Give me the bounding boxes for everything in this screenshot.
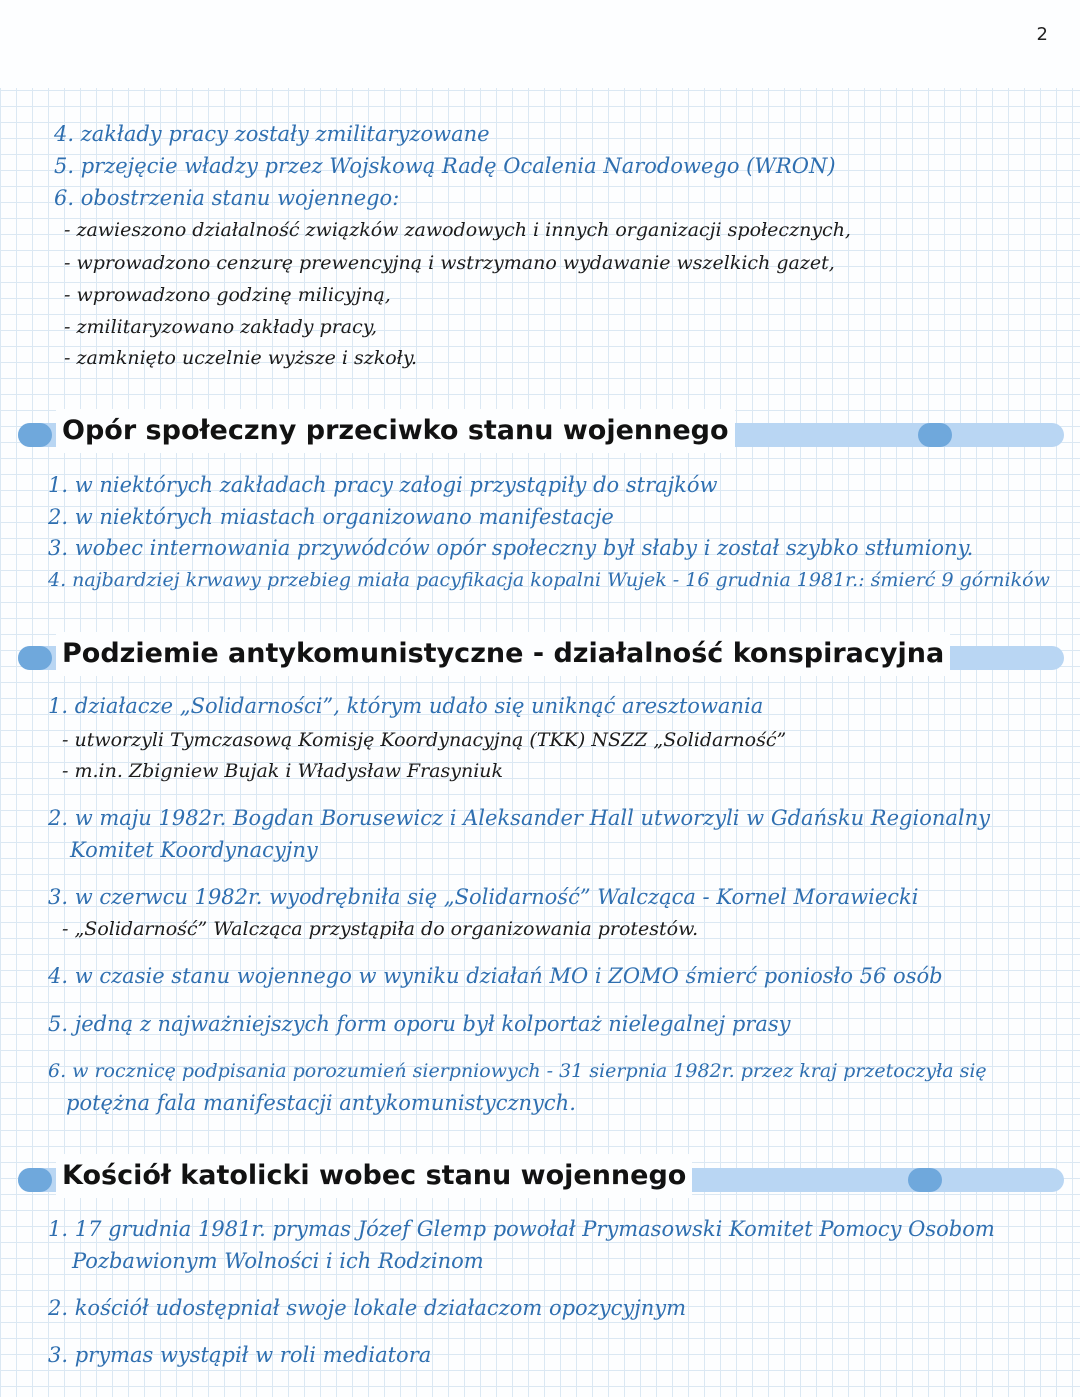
page-number: 2 xyxy=(1036,24,1048,45)
intro-line: - zawieszono działalność związków zawodowych i innych organizacji społecznych, xyxy=(64,219,851,241)
section-line: 1. działacze „Solidarności”, którym udało się uniknąć aresztowania xyxy=(48,694,764,718)
section-line: 1. w niektórych zakładach pracy załogi przystąpiły do strajków xyxy=(48,473,718,497)
heading-bar-dot xyxy=(18,646,52,670)
section-line: 5. jedną z najważniejszych form oporu był kolportaż nielegalnej prasy xyxy=(48,1012,791,1036)
section-line: - utworzyli Tymczasową Komisję Koordynacyjną (TKK) NSZZ „Solidarność” xyxy=(62,729,787,751)
section-heading xyxy=(18,638,1064,670)
section-title: Opór społeczny przeciwko stanu wojennego xyxy=(56,409,735,453)
section-title: Podziemie antykomunistyczne - działalność konspiracyjna xyxy=(56,632,950,676)
intro-line: 6. obostrzenia stanu wojennego: xyxy=(54,186,400,210)
intro-line: - wprowadzono cenzurę prewencyjną i wstrzymano wydawanie wszelkich gazet, xyxy=(64,252,835,274)
intro-line: - zmilitaryzowano zakłady pracy, xyxy=(64,316,377,338)
section-line: 1. 17 grudnia 1981r. prymas Józef Glemp powołał Prymasowski Komitet Pomocy Osobom xyxy=(48,1217,995,1241)
section-title: Kościół katolicki wobec stanu wojennego xyxy=(56,1154,692,1198)
page-top-margin xyxy=(0,0,1080,88)
section-line: - „Solidarność” Walcząca przystąpiła do organizowania protestów. xyxy=(62,918,699,940)
section-line: Komitet Koordynacyjny xyxy=(70,838,318,862)
intro-line: - wprowadzono godzinę milicyjną, xyxy=(64,284,391,306)
intro-line: 4. zakłady pracy zostały zmilitaryzowane xyxy=(54,122,490,146)
section-line: 4. najbardziej krwawy przebieg miała pacyfikacja kopalni Wujek - 16 grudnia 1981r.: śmierć 9 górników xyxy=(48,569,1050,591)
section-line: 3. prymas wystąpił w roli mediatora xyxy=(48,1343,432,1367)
section-line: 2. kościół udostępniał swoje lokale działaczom opozycyjnym xyxy=(48,1296,687,1320)
section-line: potężna fala manifestacji antykomunistycznych. xyxy=(66,1091,576,1115)
section-line: 6. w rocznicę podpisania porozumień sierpniowych - 31 sierpnia 1982r. przez kraj przetoczyła się xyxy=(48,1060,987,1082)
section-line: 4. w czasie stanu wojennego w wyniku działań MO i ZOMO śmierć poniosło 56 osób xyxy=(48,964,943,988)
heading-bar-dot xyxy=(18,1168,52,1192)
heading-bar-dot xyxy=(908,1168,942,1192)
section-line: - m.in. Zbigniew Bujak i Władysław Frasyniuk xyxy=(62,760,504,782)
intro-line: - zamknięto uczelnie wyższe i szkoły. xyxy=(64,347,418,369)
section-line: 2. w niektórych miastach organizowano manifestacje xyxy=(48,505,614,529)
section-heading xyxy=(18,415,1064,447)
section-line: 3. wobec internowania przywódców opór społeczny był słaby i został szybko stłumiony. xyxy=(48,536,974,560)
section-line: 2. w maju 1982r. Bogdan Borusewicz i Aleksander Hall utworzyli w Gdańsku Regionalny xyxy=(48,806,990,830)
heading-bar-dot xyxy=(18,423,52,447)
heading-bar-dot xyxy=(918,423,952,447)
section-line: 3. w czerwcu 1982r. wyodrębniła się „Solidarność” Walcząca - Kornel Morawiecki xyxy=(48,885,919,909)
intro-line: 5. przejęcie władzy przez Wojskową Radę Ocalenia Narodowego (WRON) xyxy=(54,154,836,178)
section-line: Pozbawionym Wolności i ich Rodzinom xyxy=(72,1249,484,1273)
section-heading xyxy=(18,1160,1064,1192)
